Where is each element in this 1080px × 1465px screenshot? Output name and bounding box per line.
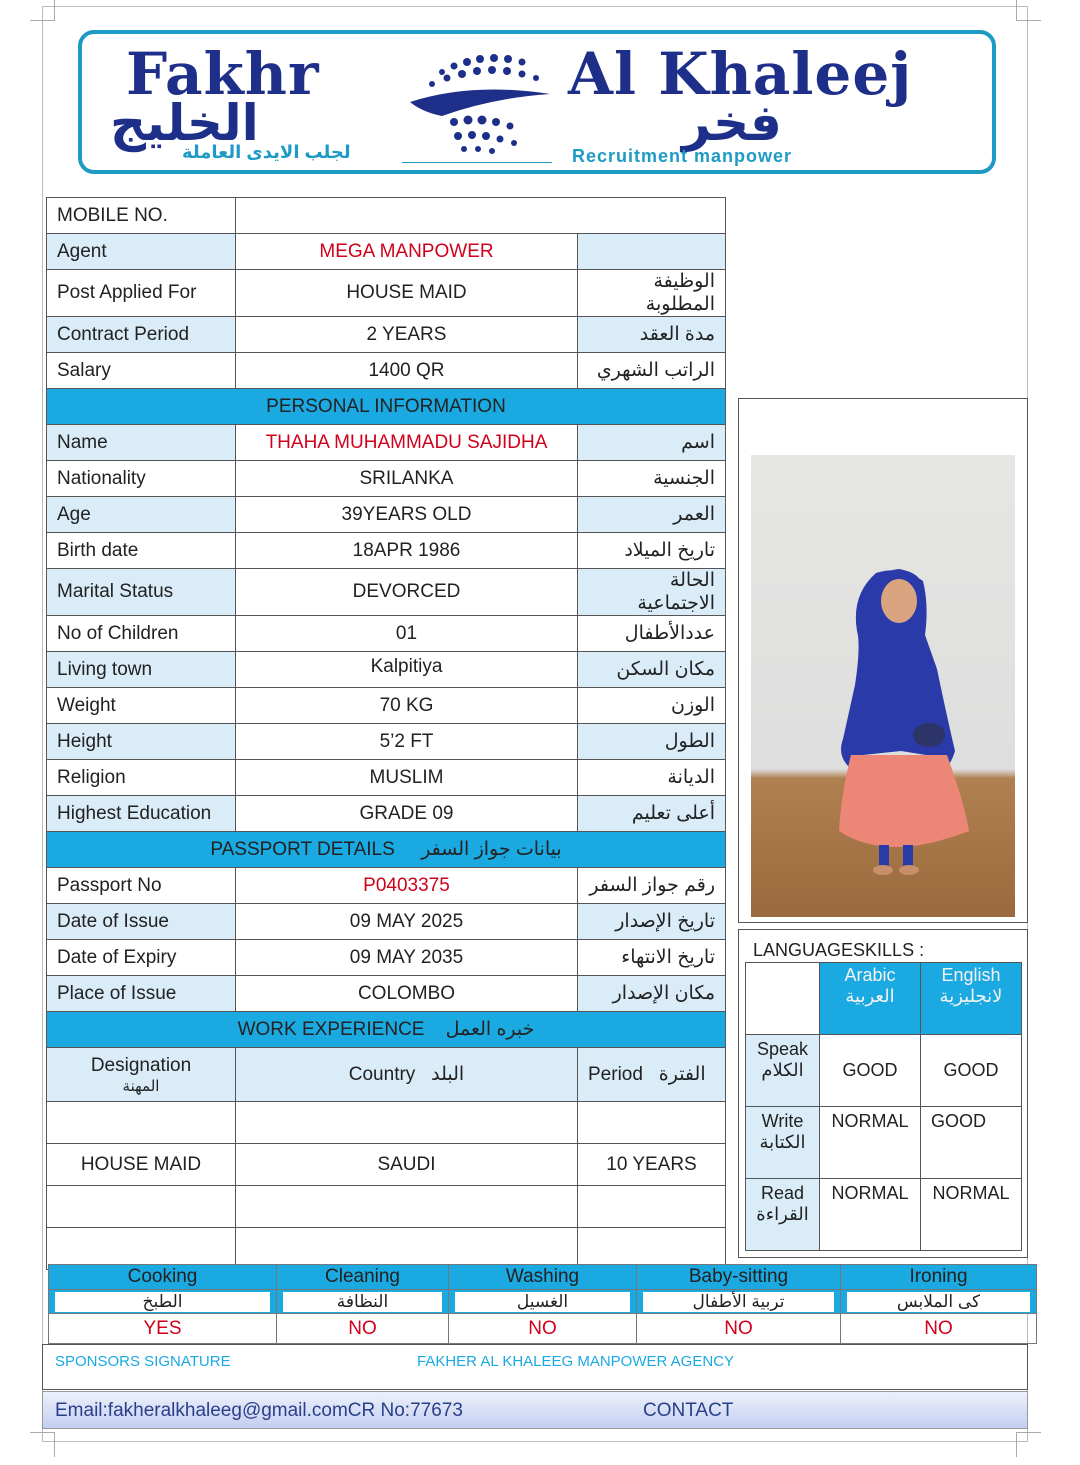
row-value: HOUSE MAID [236,270,578,317]
skills-title-row [49,1265,1037,1290]
company-logo [78,30,996,174]
row-label-ar: عددالأطفال [578,616,726,652]
row-label: Religion [47,760,236,796]
section-header-row [47,389,726,425]
skill-washing-label: Washing [449,1265,637,1290]
table-row [47,533,726,569]
table-row [47,760,726,796]
row-value: 01 [236,616,578,652]
skill-cooking-ar [49,1290,277,1314]
row-label: Weight [47,688,236,724]
skills-value-row [49,1314,1037,1344]
table-row [47,270,726,317]
language-skills-panel [738,929,1028,1258]
sponsor-signature-label: SPONSORS SIGNATURE [55,1353,231,1370]
row-value: MUSLIM [236,760,578,796]
crop-mark [30,1432,55,1457]
table-row [47,497,726,533]
row-label-ar: العمر [578,497,726,533]
household-skills-table [48,1264,1037,1344]
experience-designation: HOUSE MAID [47,1144,236,1186]
skill-cleaning-ar [277,1290,449,1314]
write-english-value: GOOD [921,1107,1022,1179]
skill-cleaning-ar-text: النظافة [283,1292,442,1312]
english-column-header [921,963,1022,1035]
row-label: Date of Issue [47,904,236,940]
row-label: Age [47,497,236,533]
candidate-photo [751,455,1015,917]
period-label-ar: الفترة [658,1064,706,1085]
row-label-ar: الوزن [578,688,726,724]
passport-header-ar: بيانات جواز السفر [421,839,562,860]
skill-babysitting-value: NO [637,1314,841,1344]
row-value: 09 MAY 2035 [236,940,578,976]
row-label: Date of Expiry [47,940,236,976]
section-header-row [47,1012,726,1048]
language-header-row [746,963,1022,1035]
footer-email: Email:fakheralkhaleeg@gmail.comCR No:77673 [55,1400,463,1421]
row-label: Place of Issue [47,976,236,1012]
agency-signature-label: FAKHER AL KHALEEG MANPOWER AGENCY [417,1353,735,1370]
language-row [746,1107,1022,1179]
experience-designation [47,1102,236,1144]
skill-babysitting-label: Baby-sitting [637,1265,841,1290]
row-value: 1400 QR [236,353,578,389]
designation-label: Designation [90,1054,192,1076]
language-skills-title: LANGUAGESKILLS : [753,940,925,960]
table-row [47,425,726,461]
row-value: GRADE 09 [236,796,578,832]
logo-dots-icon [402,42,552,162]
write-row-header [746,1107,820,1179]
table-row [47,940,726,976]
skill-cleaning-value: NO [277,1314,449,1344]
experience-period [578,1186,726,1228]
period-column-header [578,1048,726,1102]
table-row [47,688,726,724]
skill-babysitting-ar-text: تربية الأطفال [643,1292,834,1312]
read-english-value: NORMAL [921,1179,1022,1251]
country-label: Country [348,1064,416,1085]
row-value: COLOMBO [236,976,578,1012]
language-row [746,1179,1022,1251]
english-label: English [941,965,1001,985]
table-row [47,569,726,616]
row-value: 09 MAY 2025 [236,904,578,940]
row-value: SRILANKA [236,461,578,497]
row-label: Name [47,425,236,461]
skill-ironing-label: Ironing [841,1265,1037,1290]
country-label-ar: البلد [431,1064,465,1085]
row-label: Passport No [47,868,236,904]
table-row [47,724,726,760]
skill-ironing-ar [841,1290,1037,1314]
experience-country: SAUDI [236,1144,578,1186]
row-value: 2 YEARS [236,317,578,353]
row-label: MOBILE NO. [47,198,236,234]
row-label-ar: أعلى تعليم [578,796,726,832]
skill-cooking-label: Cooking [49,1265,277,1290]
speak-arabic-value: GOOD [820,1035,921,1107]
application-table [46,197,726,1270]
candidate-photo-frame [738,398,1028,923]
experience-period [578,1102,726,1144]
skills-ar-row [49,1290,1037,1314]
read-label: Read [760,1183,805,1203]
row-value [236,198,726,234]
row-label-ar: تاريخ الانتهاء [578,940,726,976]
speak-english-value: GOOD [921,1035,1022,1107]
write-arabic-value: NORMAL [820,1107,921,1179]
row-label-ar: تاريخ الإصدار [578,904,726,940]
skill-cooking-ar-text: الطبخ [55,1292,270,1312]
passport-number-value: P0403375 [236,868,578,904]
row-value: DEVORCED [236,569,578,616]
row-label-ar: رقم جواز السفر [578,868,726,904]
row-label-ar: الطول [578,724,726,760]
logo-tagline-en: Recruitment manpower [572,146,793,166]
crop-mark [1016,0,1041,21]
row-label-ar: الحالة الاجتماعية [578,569,726,616]
row-label: Post Applied For [47,270,236,317]
speak-label-ar: الكلام [761,1060,804,1080]
experience-country [236,1102,578,1144]
section-header-row [47,832,726,868]
experience-country [236,1186,578,1228]
speak-row-header [746,1035,820,1107]
row-label: Contract Period [47,317,236,353]
crop-mark [1016,1432,1041,1457]
row-label: Agent [47,234,236,270]
row-label: Marital Status [47,569,236,616]
row-label: Height [47,724,236,760]
table-row [47,1102,726,1144]
read-row-header [746,1179,820,1251]
logo-divider [402,162,552,163]
skill-cooking-value: YES [49,1314,277,1344]
crop-mark [30,0,55,21]
table-row [47,796,726,832]
logo-tagline-ar: لجلب الايدى العاملة [182,142,351,162]
table-row [47,652,726,688]
row-value: 70 KG [236,688,578,724]
table-row [47,234,726,270]
row-value: Kalpitiya [236,652,578,688]
skill-washing-ar [449,1290,637,1314]
row-label-ar: مكان السكن [578,652,726,688]
footer-contact: CONTACT [643,1400,734,1421]
logo-name-en-2: Al Khaleej [568,40,913,108]
table-row [47,1144,726,1186]
work-header-ar: خبره العمل [445,1019,535,1040]
language-skills-table [745,962,1022,1251]
name-value: THAHA MUHAMMADU SAJIDHA [236,425,578,461]
language-row [746,1035,1022,1107]
row-label: No of Children [47,616,236,652]
logo-name-ar-1: الخليج [110,94,259,152]
row-label: Birth date [47,533,236,569]
table-row [47,976,726,1012]
logo-name-en-1: Fakhr [126,40,320,108]
row-label: Highest Education [47,796,236,832]
row-label-ar [578,234,726,270]
period-label: Period [588,1064,643,1085]
arabic-label: Arabic [844,965,896,985]
table-row [47,353,726,389]
table-row [47,868,726,904]
arabic-column-header [820,963,921,1035]
corner-cell [746,963,820,1035]
passport-header [47,832,726,868]
row-label-ar: الديانة [578,760,726,796]
row-value: 18APR 1986 [236,533,578,569]
skill-washing-value: NO [449,1314,637,1344]
experience-designation [47,1186,236,1228]
work-experience-header [47,1012,726,1048]
footer-bar [42,1391,1028,1429]
row-label-ar: الوظيفة المطلوبة [578,270,726,317]
skill-washing-ar-text: الغسيل [455,1292,630,1312]
designation-column-header [47,1048,236,1102]
table-row [47,616,726,652]
row-value: 5’2 FT [236,724,578,760]
signature-row [42,1344,1028,1390]
row-label-ar: الجنسية [578,461,726,497]
agent-value: MEGA MANPOWER [236,234,578,270]
write-label-ar: الكتابة [759,1132,806,1152]
write-label: Write [761,1111,804,1131]
read-label-ar: القراءة [756,1204,809,1224]
row-label: Nationality [47,461,236,497]
table-row [47,317,726,353]
row-value: 39YEARS OLD [236,497,578,533]
row-label: Living town [47,652,236,688]
country-column-header [236,1048,578,1102]
speak-label: Speak [756,1039,809,1059]
passport-header-en: PASSPORT DETAILS [210,839,395,860]
table-row [47,1186,726,1228]
experience-period: 10 YEARS [578,1144,726,1186]
arabic-label-ar: العربية [845,986,895,1006]
logo-name-ar-2: فخر [682,94,782,152]
skill-ironing-value: NO [841,1314,1037,1344]
row-label-ar: تاريخ الميلاد [578,533,726,569]
row-label-ar: الراتب الشهري [578,353,726,389]
english-label-ar: لانجليزية [939,986,1003,1006]
designation-label-ar: المهنة [122,1077,160,1095]
row-label-ar: مكان الإصدار [578,976,726,1012]
row-label: Salary [47,353,236,389]
person-figure-icon [751,455,1015,917]
table-row [47,904,726,940]
row-label-ar: اسم [578,425,726,461]
work-columns-row [47,1048,726,1102]
table-row [47,461,726,497]
skill-ironing-ar-text: كى الملابس [847,1292,1030,1312]
row-label-ar: مدة العقد [578,317,726,353]
skill-babysitting-ar [637,1290,841,1314]
work-header-en: WORK EXPERIENCE [237,1019,425,1040]
skill-cleaning-label: Cleaning [277,1265,449,1290]
personal-info-header: PERSONAL INFORMATION [47,389,726,425]
read-arabic-value: NORMAL [820,1179,921,1251]
table-row [47,198,726,234]
